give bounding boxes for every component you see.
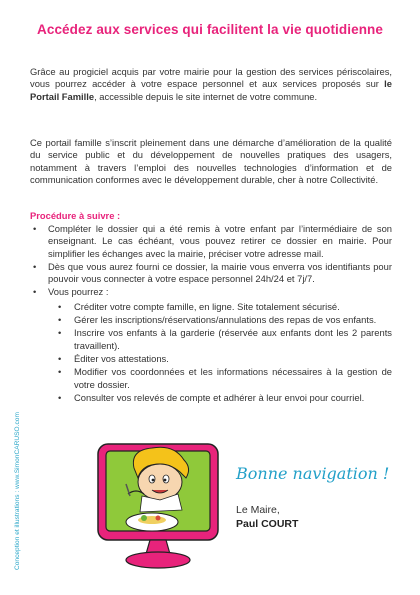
portail-famille-emphasis: le Portail Famille (30, 78, 392, 102)
greeting-text: Bonne navigation ! (236, 464, 390, 483)
service-item-credit: • Créditer votre compte famille, en ligne. Site totalement sécurisé. (48, 301, 392, 313)
services-sublist (48, 301, 392, 404)
intro-paragraph (30, 66, 392, 103)
procedure-step-3-label: Vous pourrez : (48, 286, 109, 298)
procedure-step-2: • Dès que vous aurez fourni ce dossier, la mairie vous enverra vos identifiants pour pouvoir vous connecter à votre espace personnel 24h/24 et 7j/7. (30, 261, 392, 286)
child-monitor-illustration (96, 438, 220, 572)
portal-description-paragraph: Ce portail famille s’inscrit pleinement dans une démarche d’amélioration de la qualité du service public et du développement de nouvelles pratiques des usagers, notamment à travers l’emploi des nouvelles technologies d’information et de communication conformes avec le développement durable, cher à notre Collectivité. (30, 137, 392, 185)
service-item-contact-info: • Modifier vos coordonnées et les informations nécessaires à la gestion de votre dossier. (48, 366, 392, 391)
mayor-role: Le Maire, (236, 504, 280, 516)
page-title: Accédez aux services qui facilitent la vie quotidienne (36, 22, 384, 37)
mayor-name: Paul COURT (236, 518, 299, 530)
procedure-step-1: • Compléter le dossier qui a été remis à votre enfant par l’intermédiaire de son enseignant. Le cas échéant, vous pouvez retirer ce dossier en mairie. Pour simplifier les échanges avec la mairie, préciser votre adresse mail. (30, 223, 392, 260)
service-item-daycare: • Inscrire vos enfants à la garderie (réservée aux enfants dont les 2 parents travaillent). (48, 327, 392, 352)
service-item-statements: • Consulter vos relevés de compte et adhérer à leur envoi pour courriel. (48, 392, 392, 404)
service-item-certificates: • Éditer vos attestations. (48, 353, 392, 365)
procedure-step-3 (30, 286, 392, 404)
service-item-meals: • Gérer les inscriptions/réservations/annulations des repas de vos enfants. (48, 314, 392, 326)
intro-text-2: , accessible depuis le site internet de votre commune. (94, 90, 318, 102)
procedure-steps-list (30, 223, 392, 405)
illustration-credit: Conception et illustrations : www.SimonCARUSO.com (14, 412, 21, 570)
procedure-heading: Procédure à suivre : (30, 210, 121, 221)
intro-text-1: Grâce au progiciel acquis par votre mairie pour la gestion des services périscolaires, vous pourrez accéder à votre espace personnel et aux services proposés sur (30, 66, 392, 90)
